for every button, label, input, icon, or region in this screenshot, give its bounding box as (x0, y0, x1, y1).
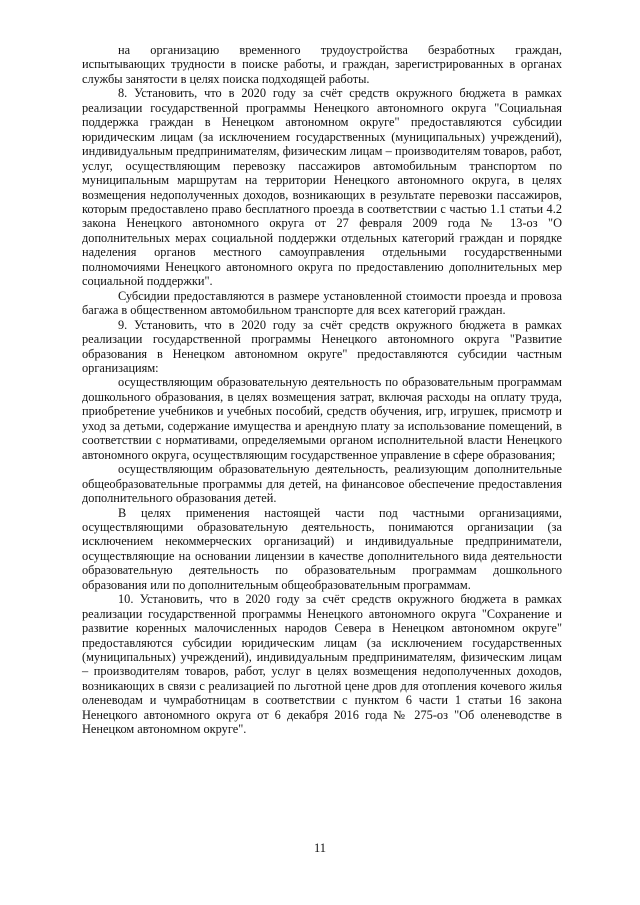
paragraph-additional-education: осуществляющим образовательную деятельность, реализующим дополнительные общеобразовательные программы для детей, на финансовое обеспечение предоставления дополнительного образования детей. (82, 462, 562, 506)
paragraph-item-8: 8. Установить, что в 2020 году за счёт средств окружного бюджета в рамках реализации государственной программы Ненецкого автономного округа "Социальная поддержка граждан в Ненецком автономном округе" предоставляются субсидии юридическим лицам (за исключением государственных (муниципальных) учреждений), индивидуальным предпринимателям, физическим лицам – производителям товаров, работ, услуг, осуществляющим перевозку пассажиров автомобильным транспортом по муниципальным маршрутам на территории Ненецкого автономного округа, в целях возмещения недополученных доходов, возникающих в результате перевозки пассажиров, которым предоставлено право бесплатного проезда в соответствии с частью 1.1 статьи 4.2 закона Ненецкого автономного округа от 27 февраля 2009 года № 13-оз "О дополнительных мерах социальной поддержки отдельных категорий граждан и порядке наделения органов местного самоуправления отдельными государственными полномочиями Ненецкого автономного округа по предоставлению дополнительных мер социальной поддержки". (82, 86, 562, 289)
paragraph-private-organizations: В целях применения настоящей части под частными организациями, осуществляющими образовательную деятельность, понимаются организации (за исключением некоммерческих организаций) и индивидуальные предприниматели, осуществляющие на основании лицензии в качестве дополнительного вида деятельности образовательную деятельность по образовательным программам дошкольного образования или по дополнительным общеобразовательным программам. (82, 505, 562, 592)
paragraph-item-9: 9. Установить, что в 2020 году за счёт средств окружного бюджета в рамках реализации государственной программы Ненецкого автономного округа "Развитие образования в Ненецком автономном округе" предоставляются субсидии частным организациям: (82, 317, 562, 375)
page-number: 11 (313, 841, 327, 855)
paragraph-continuation: на организацию временного трудоустройства безработных граждан, испытывающих трудности в поиске работы, и граждан, зарегистрированных в органах службы занятости в целях поиска подходящей работы. (82, 43, 562, 86)
paragraph-preschool: осуществляющим образовательную деятельность по образовательным программам дошкольного образования, в целях возмещения затрат, включая расходы на оплату труда, приобретение учебников и учебных пособий, средств обучения, игр, игрушек, присмотр и уход за детьми, содержание имущества и арендную плату за использование помещений, в соответствии с нормативами, определяемыми органом исполнительной власти Ненецкого автономного округа, осуществляющим государственное управление в сфере образования; (82, 375, 562, 462)
paragraph-item-10: 10. Установить, что в 2020 году за счёт средств окружного бюджета в рамках реализации государственной программы Ненецкого автономного округа "Сохранение и развитие коренных малочисленных народов Севера в Ненецком автономном округе" предоставляются субсидии юридическим лицам (за исключением государственных (муниципальных) учреждений), индивидуальным предпринимателям, физическим лицам – производителям товаров, работ, услуг в целях возмещения недополученных доходов, возникающих в связи с реализацией по льготной цене дров для отопления кочевого жилья оленеводам и чумработницам в соответствии с пунктом 6 части 1 статьи 16 закона Ненецкого автономного округа от 6 декабря 2016 года № 275-оз "Об оленеводстве в Ненецком автономном округе". (82, 592, 562, 737)
paragraph-subsidy-amount: Субсидии предоставляются в размере установленной стоимости проезда и провоза багажа в общественном автомобильном транспорте для всех категорий граждан. (82, 288, 562, 318)
document-page (82, 43, 562, 737)
